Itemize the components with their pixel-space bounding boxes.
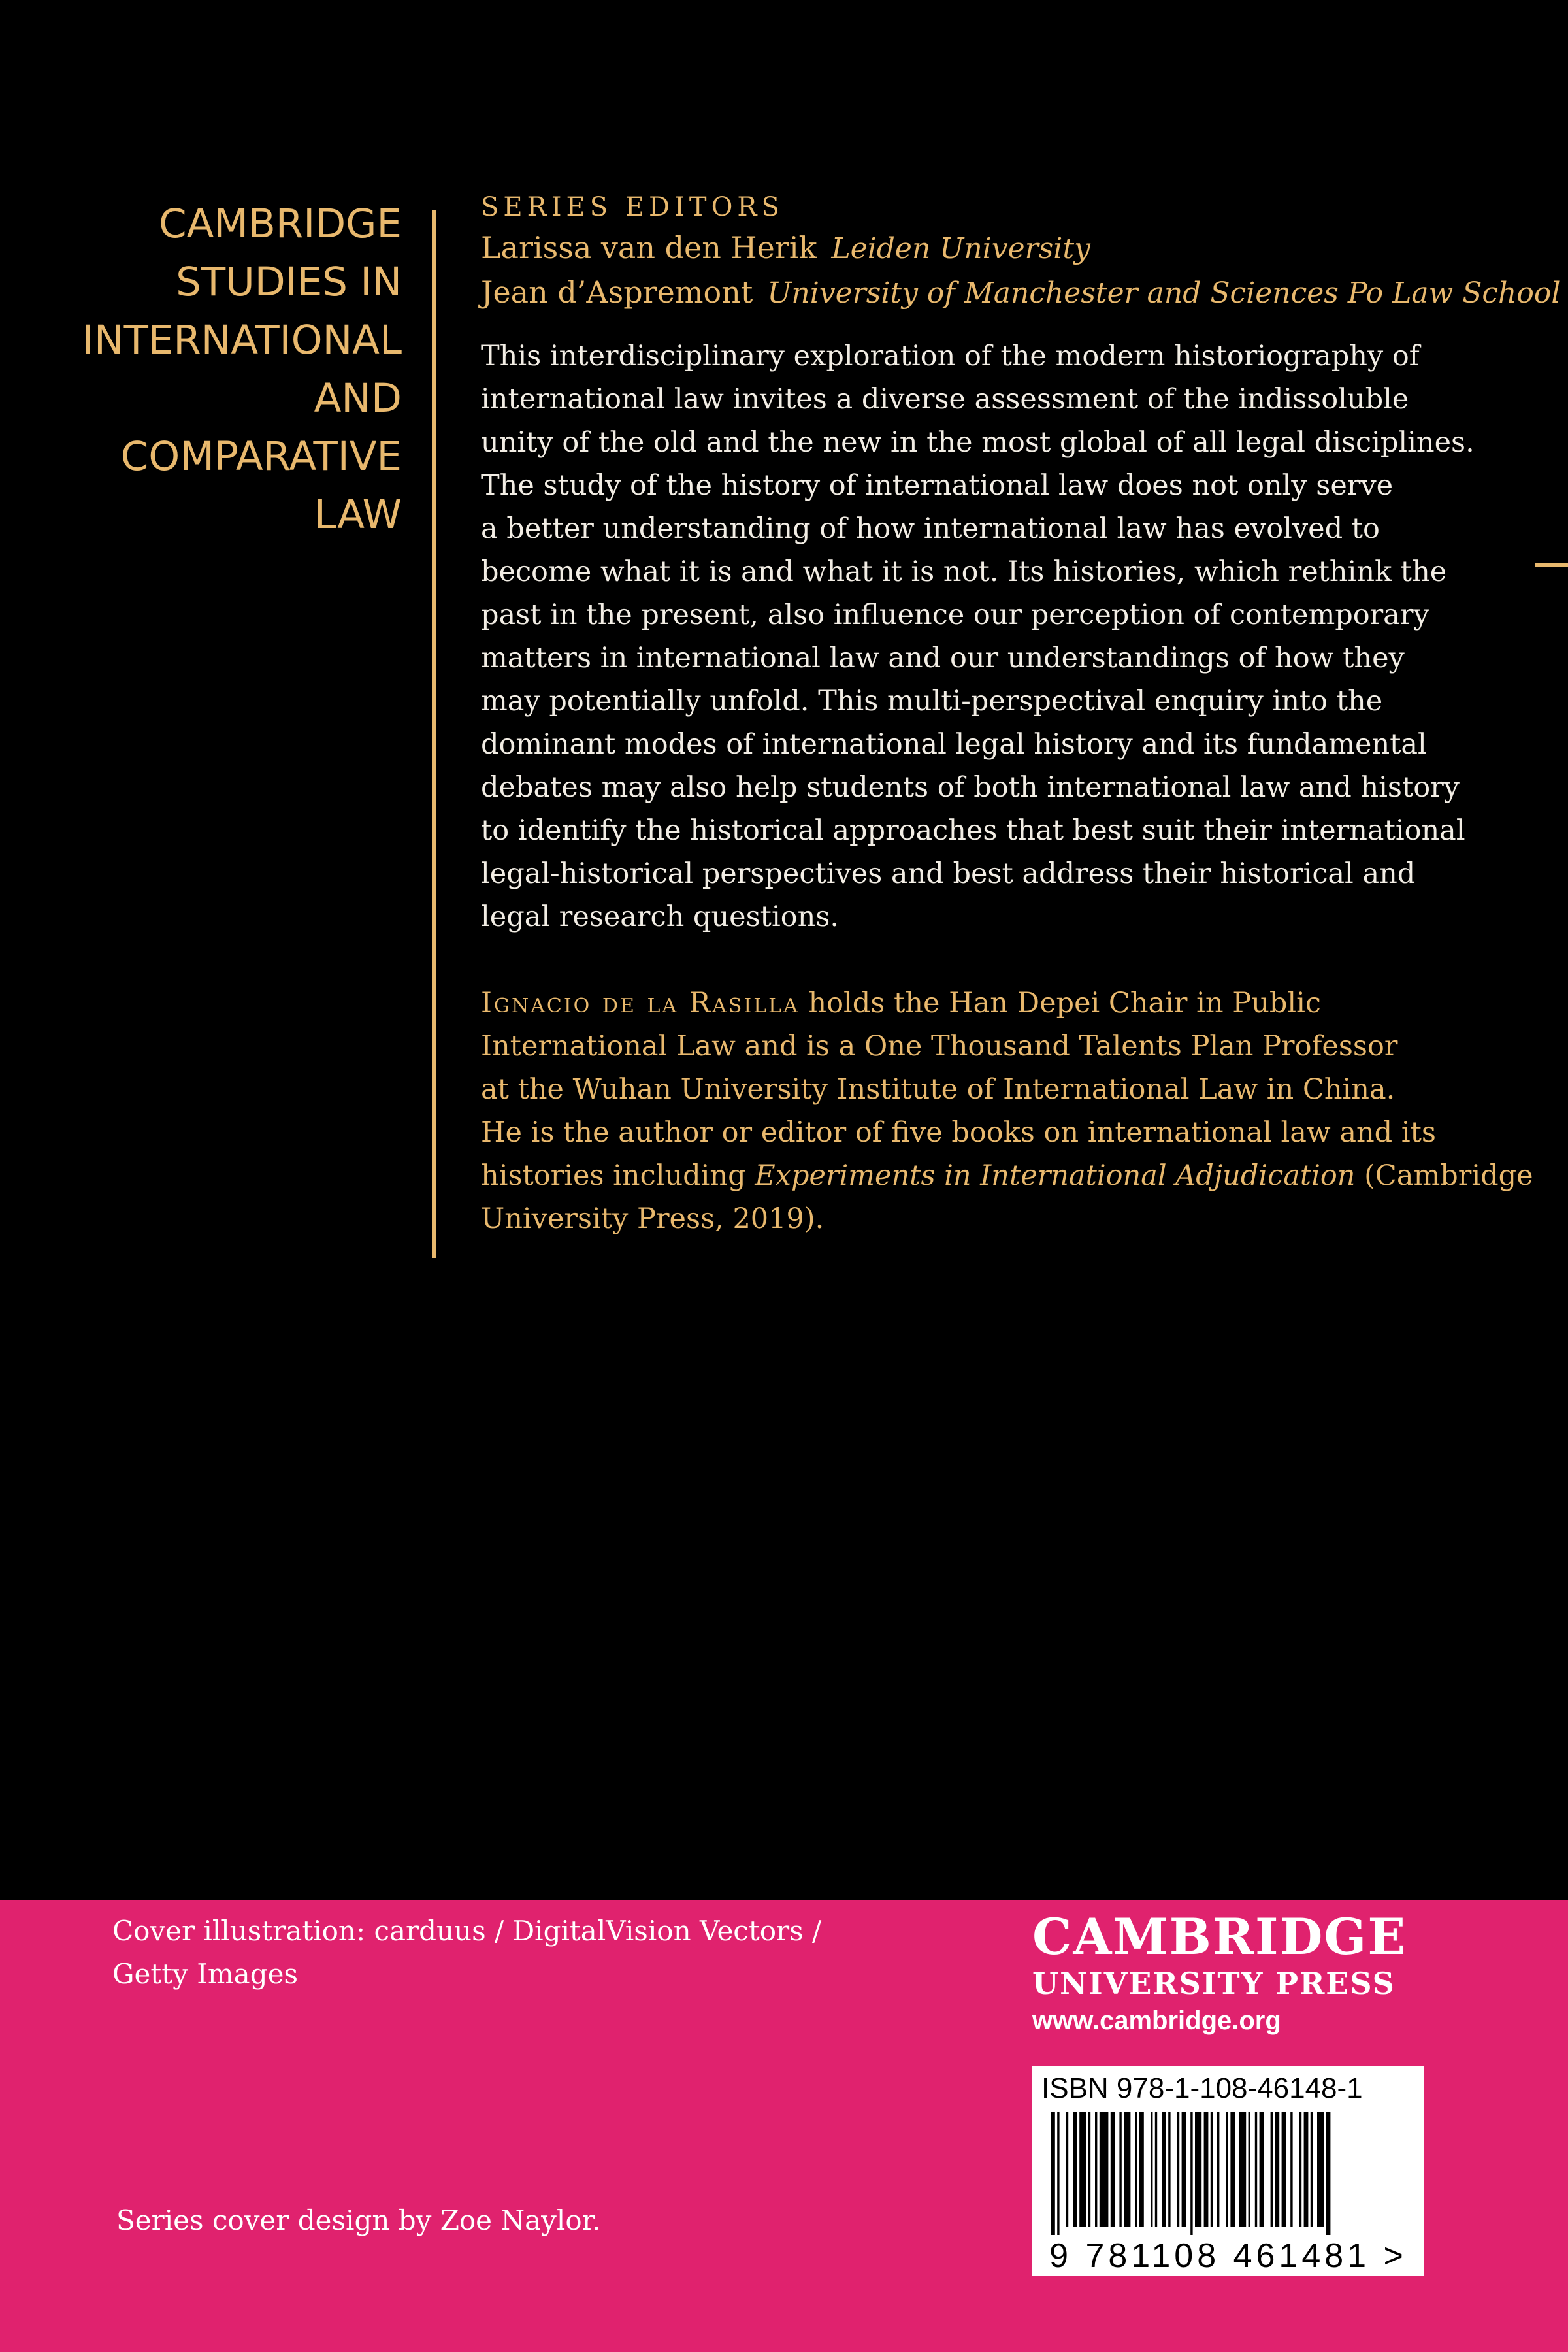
editor-name: Jean d’Aspremont [481, 274, 753, 310]
barcode-bar [1299, 2112, 1301, 2227]
book-title: Experiments in International Adjudication [755, 1159, 1356, 1192]
blurb-line: debates may also help students of both international law and history [481, 771, 1460, 804]
series-design-credit: Series cover design by Zoe Naylor. [116, 2204, 601, 2236]
bio-line [481, 982, 1448, 1025]
barcode-bar [1260, 2112, 1264, 2227]
barcode-bar [1290, 2112, 1292, 2227]
barcode-bar [1088, 2112, 1090, 2227]
editor-name: Larissa van den Herik [481, 230, 817, 265]
barcode-bar [1155, 2112, 1157, 2227]
bio-line: University Press, 2019). [481, 1202, 825, 1235]
cover-illustration-credit [112, 1910, 821, 1996]
bio-line: He is the author or editor of five books on international law and its [481, 1116, 1436, 1149]
barcode-bar [1271, 2112, 1273, 2227]
bio-text: holds the Han Depei Chair in Public [799, 987, 1321, 1019]
barcode-digits [1032, 2238, 1424, 2274]
barcode-bar [1326, 2112, 1331, 2235]
blurb-line: This interdisciplinary exploration of the modern historiography of [481, 340, 1420, 373]
bio-line: at the Wuhan University Institute of International Law in China. [481, 1073, 1396, 1106]
barcode-bar [1195, 2112, 1201, 2227]
series-title-line: CAMBRIDGE [159, 201, 402, 247]
barcode-bar [1275, 2112, 1279, 2227]
barcode-bar [1135, 2112, 1137, 2227]
blurb-line: may potentially unfold. This multi-perspectival enquiry into the [481, 685, 1383, 718]
publisher-name: CAMBRIDGE [1032, 1908, 1407, 1966]
barcode-bar [1100, 2112, 1109, 2227]
barcode-bar [1204, 2112, 1209, 2227]
series-title-line: INTERNATIONAL [82, 317, 402, 363]
blurb-line: past in the present, also influence our perception of contemporary [481, 599, 1429, 631]
barcode-bar [1119, 2112, 1121, 2227]
barcode-bar [1057, 2112, 1059, 2235]
publisher-url: www.cambridge.org [1032, 2006, 1281, 2035]
editor-affiliation: University of Manchester and Sciences Po Law School [767, 276, 1561, 310]
barcode-bar [1124, 2112, 1130, 2227]
barcode-bar [1051, 2112, 1055, 2235]
series-title-line: COMPARATIVE [120, 433, 402, 480]
blurb-line: dominant modes of international legal history and its fundamental [481, 728, 1427, 761]
series-title-line: AND [314, 375, 402, 422]
barcode-bar [1282, 2112, 1286, 2227]
bio-text: (Cambridge [1355, 1159, 1533, 1192]
barcode-bar [1139, 2112, 1144, 2227]
barcode-bar [1239, 2112, 1246, 2227]
blurb-line: The study of the history of international law does not only serve [481, 469, 1394, 502]
bio-text: histories including [481, 1159, 755, 1192]
author-name: Ignacio de la Rasilla [481, 987, 800, 1019]
credit-line: Cover illustration: carduus / DigitalVision Vectors / [112, 1915, 822, 1947]
editor-affiliation: Leiden University [831, 232, 1090, 265]
blurb-line: a better understanding of how international law has evolved to [481, 512, 1380, 545]
blurb-line: to identify the historical approaches that best suit their international [481, 814, 1465, 847]
bio-line: International Law and is a One Thousand Talents Plan Professor [481, 1030, 1398, 1063]
book-blurb [481, 335, 1475, 938]
vertical-divider [432, 210, 436, 1258]
barcode-digit-text: 9 781108 461481 > [1049, 2238, 1407, 2274]
barcode-bar [1066, 2112, 1068, 2227]
barcode-bar [1311, 2112, 1313, 2227]
blurb-line: unity of the old and the new in the most global of all legal disciplines. [481, 426, 1475, 459]
series-title [72, 195, 402, 544]
isbn-barcode [1032, 2066, 1424, 2276]
barcode-bar [1255, 2112, 1257, 2227]
barcode-bar [1190, 2112, 1192, 2235]
barcode-icon [1045, 2112, 1411, 2235]
barcode-bar [1317, 2112, 1324, 2227]
spine-edge-mark [1535, 563, 1568, 567]
barcode-bar [1162, 2112, 1166, 2227]
barcode-bar [1079, 2112, 1086, 2227]
blurb-line: legal-historical perspectives and best address their historical and [481, 857, 1416, 890]
blurb-line: legal research questions. [481, 901, 840, 933]
series-editors-heading: SERIES EDITORS [481, 192, 784, 222]
blurb-line: international law invites a diverse assessment of the indissoluble [481, 383, 1409, 416]
barcode-bar [1182, 2112, 1186, 2227]
barcode-bar [1249, 2112, 1250, 2227]
publisher-logo [1032, 1910, 1424, 2039]
series-title-line: STUDIES IN [176, 259, 402, 305]
series-editor [481, 271, 1561, 315]
barcode-bar [1217, 2112, 1219, 2227]
series-title-line: LAW [314, 491, 402, 538]
barcode-bar [1073, 2112, 1077, 2227]
barcode-bar [1151, 2112, 1152, 2227]
bio-line [481, 1154, 1533, 1197]
barcode-bar [1304, 2112, 1309, 2227]
barcode-bar [1095, 2112, 1097, 2227]
series-editor [481, 226, 1448, 271]
barcode-bar [1226, 2112, 1228, 2227]
barcode-bar [1211, 2112, 1213, 2227]
barcode-bar [1230, 2112, 1235, 2227]
barcode-bar [1177, 2112, 1179, 2227]
publisher-subtitle: UNIVERSITY PRESS [1032, 1966, 1396, 2001]
back-cover-text [481, 188, 1561, 1240]
barcode-bar [1111, 2112, 1115, 2227]
isbn-label: ISBN 978-1-108-46148-1 [1041, 2072, 1363, 2104]
barcode-bar [1168, 2112, 1170, 2227]
blurb-line: matters in international law and our understandings of how they [481, 642, 1405, 674]
credit-line: Getty Images [112, 1958, 298, 1990]
author-bio [481, 982, 1533, 1240]
blurb-line: become what it is and what it is not. Its histories, which rethink the [481, 555, 1447, 588]
